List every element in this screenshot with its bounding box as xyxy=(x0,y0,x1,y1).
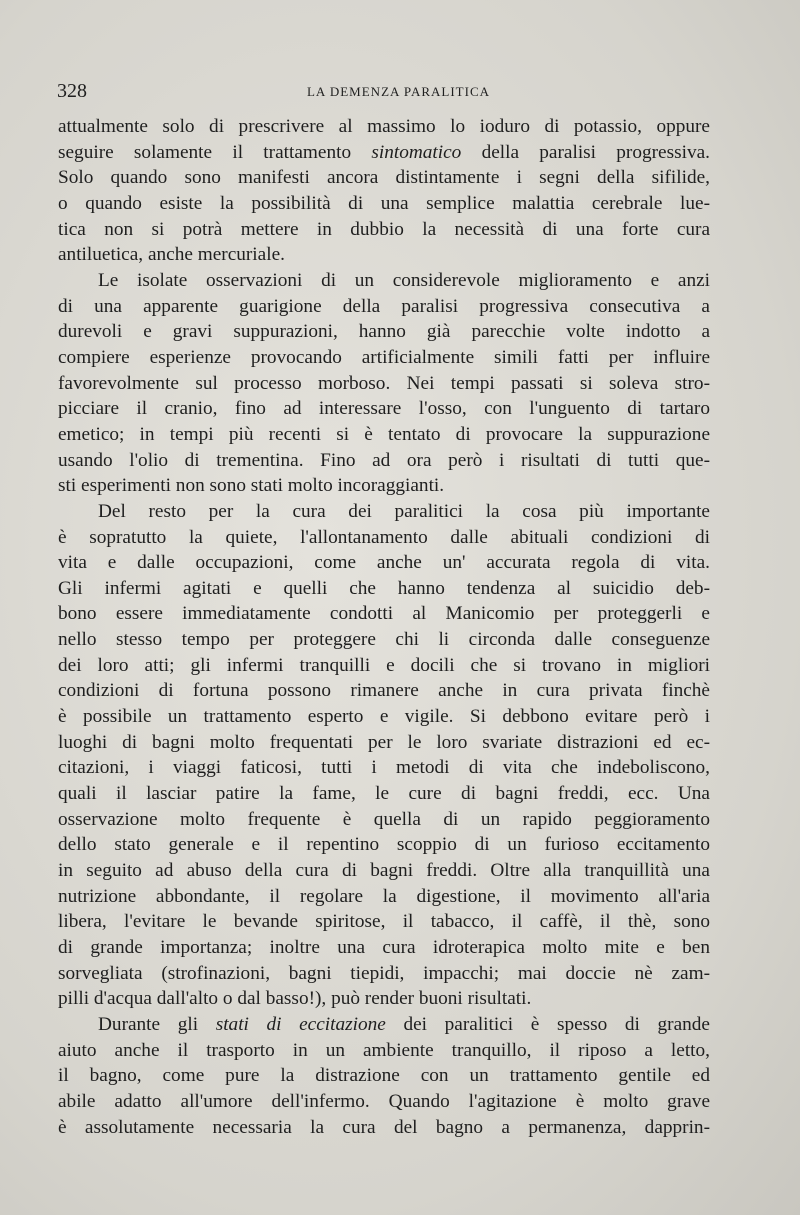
text-segment: Del resto per la cura dei paralitici la cosa più importante xyxy=(98,500,710,522)
paragraph xyxy=(58,268,710,499)
text-line xyxy=(58,1089,710,1115)
text-line xyxy=(58,294,710,320)
text-segment: luoghi di bagni molto frequentati per le loro svariate distrazioni ed ec- xyxy=(58,731,710,753)
text-segment: nello stesso tempo per proteggere chi li circonda dalle conseguenze xyxy=(58,629,710,651)
text-segment: o quando esiste la possibilità di una semplice malattia cerebrale lue- xyxy=(58,192,710,214)
text-line xyxy=(58,422,710,448)
text-segment: abile adatto all'umore dell'infermo. Quando l'agitazione è molto grave xyxy=(58,1090,710,1112)
text-segment: bono essere immediatamente condotti al Manicomio per proteggerli e xyxy=(58,603,710,625)
text-segment: attualmente solo di prescrivere al massimo lo ioduro di potassio, oppure xyxy=(58,116,710,137)
text-segment: favorevolmente sul processo morboso. Nei tempi passati si soleva stro- xyxy=(58,372,710,394)
text-line xyxy=(58,345,710,371)
text-segment: dello stato generale e il repentino scoppio di un furioso eccitamento xyxy=(58,834,710,856)
text-line xyxy=(58,396,710,422)
running-title: LA DEMENZA PARALITICA xyxy=(306,84,491,99)
text-line xyxy=(58,704,710,730)
text-line xyxy=(58,986,710,1012)
text-line xyxy=(58,268,710,294)
text-line xyxy=(58,576,710,602)
text-line xyxy=(58,1038,710,1064)
text-line xyxy=(58,832,710,858)
text-segment: è sopratutto la quiete, l'allontanamento dalle abituali condizioni di xyxy=(58,526,710,548)
text-segment: è possibile un trattamento esperto e vigile. Si debbono evitare però i xyxy=(58,706,710,728)
page-number: 328 xyxy=(57,80,87,102)
paragraph xyxy=(58,499,710,1012)
text-segment: Solo quando sono manifesti ancora distintamente i segni della sifilide, xyxy=(58,167,710,189)
text-segment: osservazione molto frequente è quella di un rapido peggioramento xyxy=(58,808,710,830)
text-line xyxy=(58,114,710,140)
text-line xyxy=(58,448,710,474)
text-segment: il bagno, come pure la distrazione con un trattamento gentile ed xyxy=(58,1065,710,1087)
text-line xyxy=(58,935,710,961)
text-segment: aiuto anche il trasporto in un ambiente tranquillo, il riposo a letto, xyxy=(58,1039,710,1061)
text-line xyxy=(58,319,710,345)
body-text xyxy=(58,114,710,1140)
text-segment: compiere esperienze provocando artificialmente simili fatti per influire xyxy=(58,346,710,368)
text-line xyxy=(58,242,710,268)
text-segment: picciare il cranio, fino ad interessare l'osso, con l'unguento di tartaro xyxy=(58,398,710,420)
text-line xyxy=(58,858,710,884)
text-line xyxy=(58,473,710,499)
text-segment: quali il lasciar patire la fame, le cure di bagni freddi, ecc. Una xyxy=(58,783,710,805)
text-segment: citazioni, i viaggi faticosi, tutti i metodi di vita che indeboliscono, xyxy=(58,757,710,779)
text-line xyxy=(58,909,710,935)
text-segment: pilli d'acqua dall'alto o dal basso!), può render buoni risultati. xyxy=(58,988,532,1010)
text-segment: di grande importanza; inoltre una cura idroterapica molto mite e ben xyxy=(58,937,710,958)
text-line xyxy=(58,140,710,166)
page-header xyxy=(57,80,740,104)
text-line xyxy=(58,525,710,551)
text-line xyxy=(58,165,710,191)
text-segment: Le isolate osservazioni di un considerevole miglioramento e anzi xyxy=(98,269,710,291)
text-segment: nutrizione abbondante, il regolare la digestione, il movimento all'aria xyxy=(58,885,710,907)
text-line xyxy=(58,191,710,217)
text-segment: tica non si potrà mettere in dubbio la necessità di una forte cura xyxy=(58,218,710,240)
italic-text: stati di eccitazione xyxy=(215,1013,386,1035)
text-segment: sti esperimenti non sono stati molto incoraggianti. xyxy=(58,475,445,497)
text-segment: dei paralitici è spesso di grande xyxy=(385,1013,710,1035)
text-line xyxy=(58,1012,710,1038)
text-segment: dei loro atti; gli infermi tranquilli e docili che si trovano in migliori xyxy=(58,654,710,676)
text-segment: vita e dalle occupazioni, come anche un' accurata regola di vita. xyxy=(58,552,710,574)
text-line xyxy=(58,627,710,653)
paragraph xyxy=(58,114,710,268)
text-segment: antiluetica, anche mercuriale. xyxy=(58,244,285,266)
text-line xyxy=(58,755,710,781)
text-line xyxy=(58,653,710,679)
text-segment: Durante gli xyxy=(98,1013,216,1035)
italic-text: sintomatico xyxy=(371,141,462,163)
text-line xyxy=(58,884,710,910)
text-line xyxy=(58,961,710,987)
text-line xyxy=(58,601,710,627)
text-line xyxy=(58,371,710,397)
text-segment: di una apparente guarigione della paralisi progressiva consecutiva a xyxy=(58,295,710,317)
text-line xyxy=(58,1063,710,1089)
text-segment: in seguito ad abuso della cura di bagni freddi. Oltre alla tranquillità una xyxy=(58,860,710,882)
text-line xyxy=(58,678,710,704)
text-line xyxy=(58,730,710,756)
text-segment: libera, l'evitare le bevande spiritose, il tabacco, il caffè, il thè, sono xyxy=(58,911,710,933)
text-line xyxy=(58,550,710,576)
text-line xyxy=(58,807,710,833)
text-segment: è assolutamente necessaria la cura del bagno a permanenza, dapprin- xyxy=(58,1116,710,1138)
text-segment: sorvegliata (strofinazioni, bagni tiepidi, impacchi; mai doccie nè zam- xyxy=(58,962,710,984)
text-segment: seguire solamente il trattamento xyxy=(58,141,372,163)
text-segment: usando l'olio di trementina. Fino ad ora però i risultati di tutti que- xyxy=(58,449,710,471)
text-segment: condizioni di fortuna possono rimanere anche in cura privata finchè xyxy=(58,680,710,702)
text-segment: della paralisi progressiva. xyxy=(461,141,710,163)
text-segment: durevoli e gravi suppurazioni, hanno già parecchie volte indotto a xyxy=(58,321,710,343)
text-segment: Gli infermi agitati e quelli che hanno tendenza al suicidio deb- xyxy=(58,577,710,599)
text-line xyxy=(58,1115,710,1141)
text-line xyxy=(58,217,710,243)
text-segment: emetico; in tempi più recenti si è tentato di provocare la suppurazione xyxy=(58,423,710,445)
text-line xyxy=(58,781,710,807)
paragraph xyxy=(58,1012,710,1140)
text-line xyxy=(58,499,710,525)
